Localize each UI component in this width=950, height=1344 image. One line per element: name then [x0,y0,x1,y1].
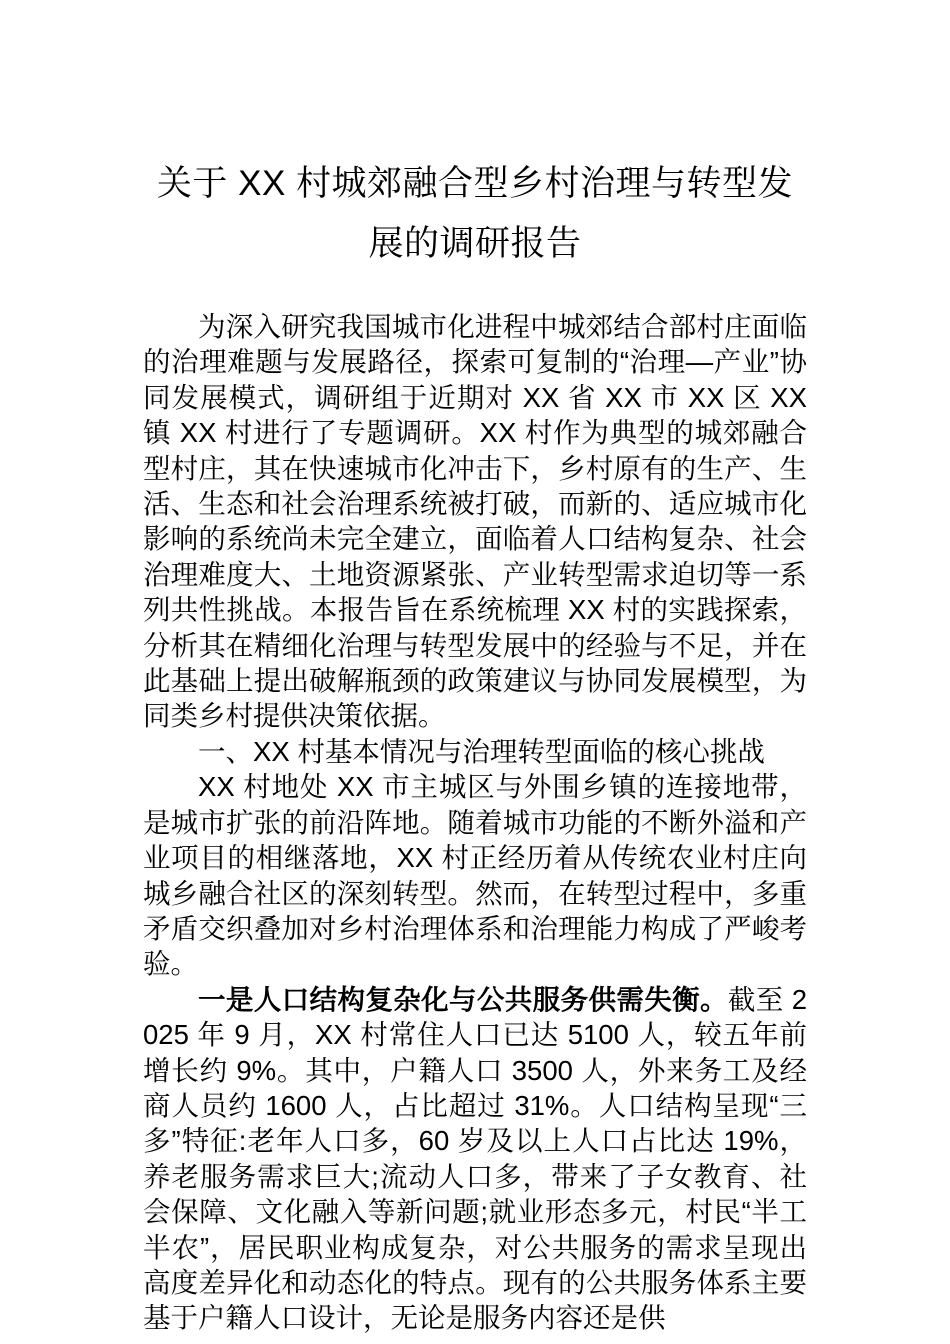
document-body-column [143,0,807,1336]
challenge-one-body-text: 截至 2025 年 9 月，XX 村常住人口已达 5100 人，较五年前增长约 9%。其中，户籍人口 3500 人，外来务工及经商人员约 1600 人，占比超过 31%。人口结构呈现“三多”特征:老年人口多，60 岁及以上人口占比达 19%，养老服务需求巨大;流动人口多，带来了子女教育、社会保障、文化融入等新问题;就业形态多元，村民“半工半农”，居民职业构成复杂，对公共服务的需求呈现出高度差异化和动态化的特点。现有的公共服务体系主要基于户籍人口设计，无论是服务内容还是供 [143,983,808,1334]
intro-paragraph: 为深入研究我国城市化进程中城郊结合部村庄面临的治理难题与发展路径，探索可复制的“治理—产业”协同发展模式，调研组于近期对 XX 省 XX 市 XX 区 XX 镇 XX 村进行了专题调研。XX 村作为典型的城郊融合型村庄，其在快速城市化冲击下，乡村原有的生产、生活、生态和社会治理系统被打破，而新的、适应城市化影响的系统尚未完全建立，面临着人口结构复杂、社会治理难度大、土地资源紧张、产业转型需求迫切等一系列共性挑战。本报告旨在系统梳理 XX 村的实践探索，分析其在精细化治理与转型发展中的经验与不足，并在此基础上提出破解瓶颈的政策建议与协同发展模型，为同类乡村提供决策依据。 [143,311,807,732]
section-heading-one: 一、XX 村基本情况与治理转型面临的核心挑战 [198,735,765,767]
challenge-one-lead-in: 一是人口结构复杂化与公共服务供需失衡。 [198,983,728,1015]
section-one-paragraph: XX 村地处 XX 市主城区与外围乡镇的连接地带，是城市扩张的前沿阵地。随着城市功能的不断外溢和产业项目的相继落地，XX 村正经历着从传统农业村庄向城乡融合社区的深刻转型。然而，在转型过程中，多重矛盾交织叠加对乡村治理体系和治理能力构成了严峻考验。 [143,771,807,980]
page-title: 关于 XX 村城郊融合型乡村治理与转型发展的调研报告 [156,164,794,263]
challenge-one-paragraph [143,982,807,1336]
